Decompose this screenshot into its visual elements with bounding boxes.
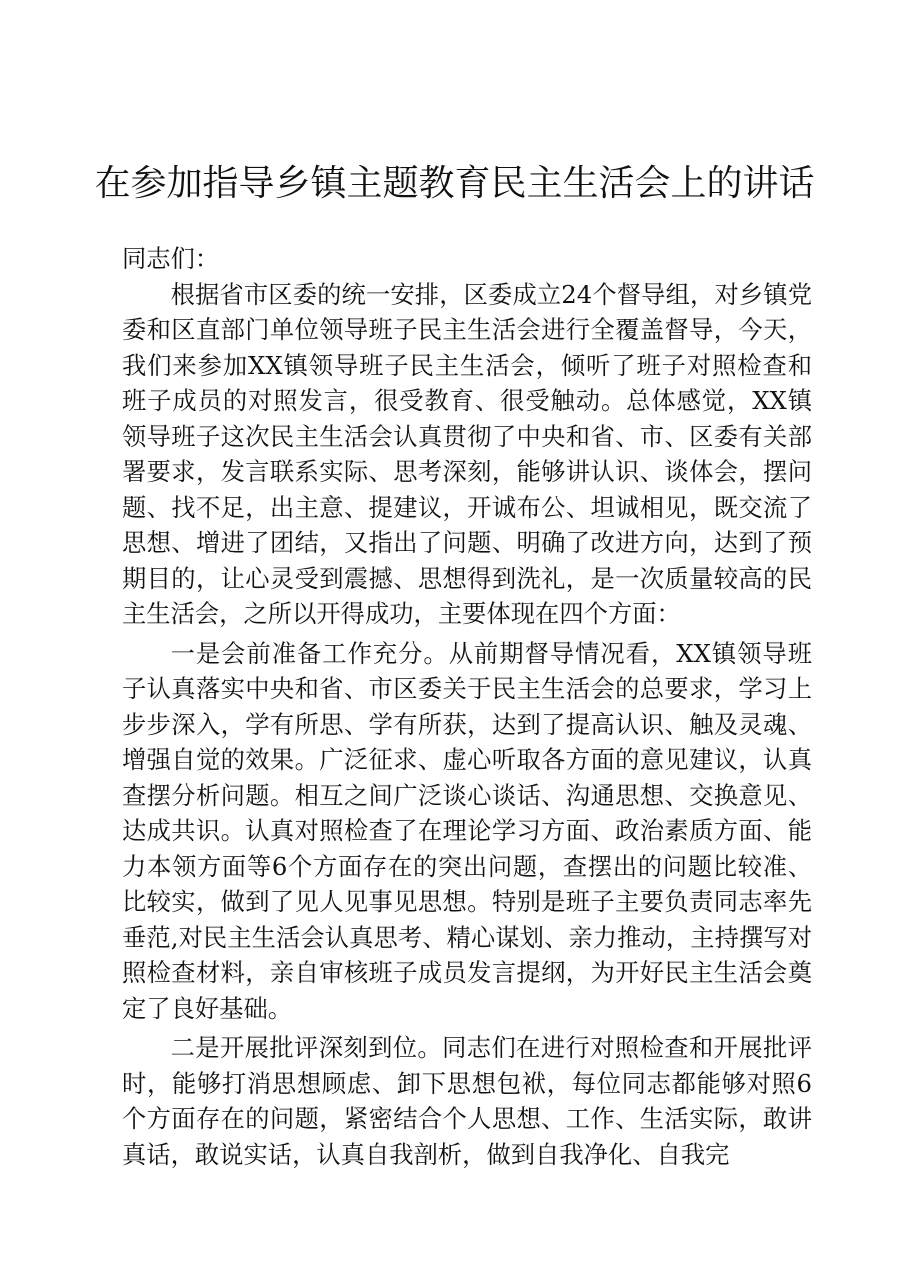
- paragraph-intro: 根据省市区委的统一安排，区委成立24个督导组，对乡镇党委和区直部门单位领导班子民主生活会进行全覆盖督导，今天，我们来参加XX镇领导班子民主生活会，倾听了班子对照检查和班子成员的对照发言，很受教育、很受触动。总体感觉，XX镇领导班子这次民主生活会认真贯彻了中央和省、市、区委有关部署要求，发言联系实际、思考深刻，能够讲认识、谈体会，摆问题、找不足，出主意、提建议，开诚布公、坦诚相见，既交流了思想、增进了团结，又指出了问题、明确了改进方向，达到了预期目的，让心灵受到震撼、思想得到洗礼，是一次质量较高的民主生活会，之所以开得成功，主要体现在四个方面：: [122, 279, 812, 628]
- document-body: [122, 241, 812, 1172]
- document-title: 在参加指导乡镇主题教育民主生活会上的讲话: [94, 163, 815, 204]
- salutation: 同志们：: [122, 244, 220, 273]
- paragraph-criticism: 二是开展批评深刻到位。同志们在进行对照检查和开展批评时，能够打消思想顾虑、卸下思想包袱，每位同志都能够对照6个方面存在的问题，紧密结合个人思想、工作、生活实际，敢讲真话，敢说实话，认真自我剖析，做到自我净化、自我完: [122, 1033, 812, 1169]
- paragraph-preparation: 一是会前准备工作充分。从前期督导情况看，XX镇领导班子认真落实中央和省、市区委关于民主生活会的总要求，学习上步步深入，学有所思、学有所获，达到了提高认识、触及灵魂、增强自觉的效果。广泛征求、虚心听取各方面的意见建议，认真查摆分析问题。相互之间广泛谈心谈话、沟通思想、交换意见、达成共识。认真对照检查了在理论学习方面、政治素质方面、能力本领方面等6个方面存在的突出问题，查摆出的问题比较准、比较实，做到了见人见事见思想。特别是班子主要负责同志率先垂范,对民主生活会认真思考、精心谋划、亲力推动，主持撰写对照检查材料，亲自审核班子成员发言提纲，为开好民主生活会奠定了良好基础。: [122, 638, 812, 1023]
